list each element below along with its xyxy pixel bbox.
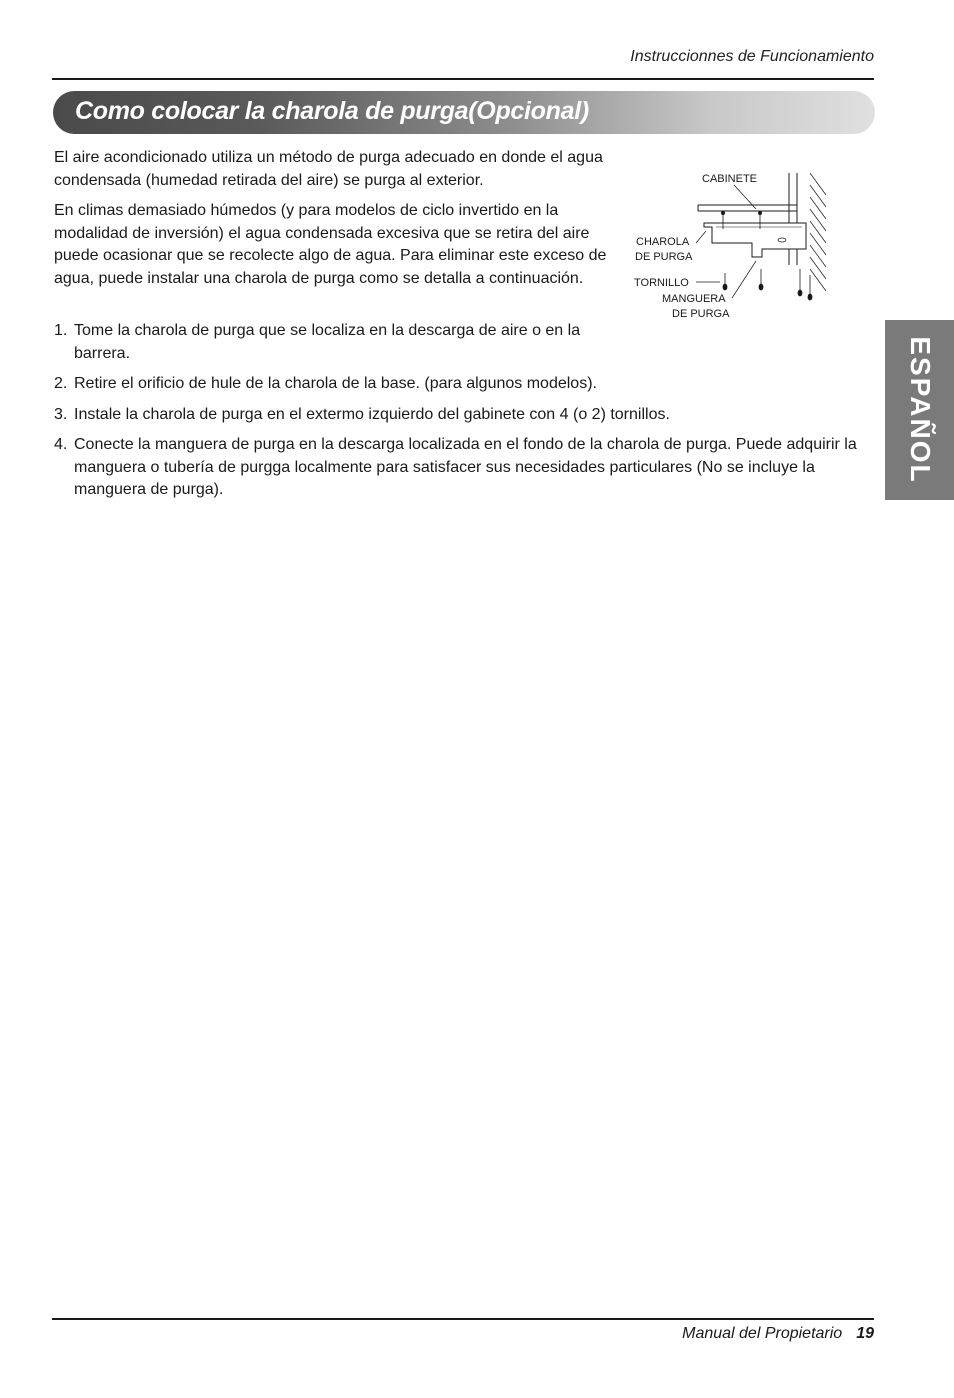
section-title: Como colocar la charola de purga(Opcional) <box>75 97 589 125</box>
diagram-label-hose-line1: MANGUERA <box>662 293 726 305</box>
diagram-label-hose-line2: DE PURGA <box>672 308 730 320</box>
diagram-label-tray-line2: DE PURGA <box>635 251 693 263</box>
diagram-label-screw: TORNILLO <box>634 277 689 289</box>
language-side-tab <box>885 320 954 500</box>
step-text: Instale la charola de purga en el extermo izquierdo del gabinete con 4 (o 2) tornillos. <box>74 405 670 423</box>
footer-label: Manual del Propietario <box>682 1325 843 1342</box>
step-number: 4. <box>54 436 68 453</box>
page-number: 19 <box>856 1325 874 1342</box>
footer-rule <box>52 1318 874 1320</box>
step-text: Retire el orificio de hule de la charola de la base. (para algunos modelos). <box>74 375 597 392</box>
humid-climate-paragraph: En climas demasiado húmedos (y para modelos de ciclo invertido en la modalidad de inversión) el agua condensada excesiva que se retira del aire puede ocasionar que se recolecte algo de agua. Para eliminar este exceso de agua, puede instalar una charola de purga como se detalla a continuación. <box>54 202 607 287</box>
page-footer <box>682 1325 874 1343</box>
step-text: Conecte la manguera de purga en la descarga localizada en el fondo de la charola de purga. Puede adquirir la manguera o tubería de purgga localmente para satisfacer sus necesidades particulares (No se incluye la manguera de purga). <box>74 436 857 498</box>
diagram-label-cabinet: CABINETE <box>702 173 758 185</box>
step-number: 2. <box>54 375 68 392</box>
section-title-bar <box>53 91 875 134</box>
header-title: Instruccionnes de Funcionamiento <box>630 48 874 65</box>
intro-paragraph: El aire acondicionado utiliza un método de purga adecuado en donde el agua condensada (humedad retirada del aire) se purga al exterior. <box>54 149 603 189</box>
step-item <box>54 320 634 365</box>
step-number: 1. <box>54 322 68 339</box>
step-item <box>54 434 874 502</box>
instruction-steps <box>54 320 874 510</box>
drain-pan-diagram <box>630 165 830 325</box>
language-side-tab-label: ESPAÑOL <box>904 336 936 484</box>
step-item <box>54 404 874 427</box>
step-number: 3. <box>54 405 68 423</box>
step-item <box>54 373 874 396</box>
diagram-label-tray-line1: CHAROLA <box>636 236 690 248</box>
header-rule <box>52 78 874 80</box>
step-text: Tome la charola de purga que se localiza en la descarga de aire o en la barrera. <box>74 322 581 362</box>
